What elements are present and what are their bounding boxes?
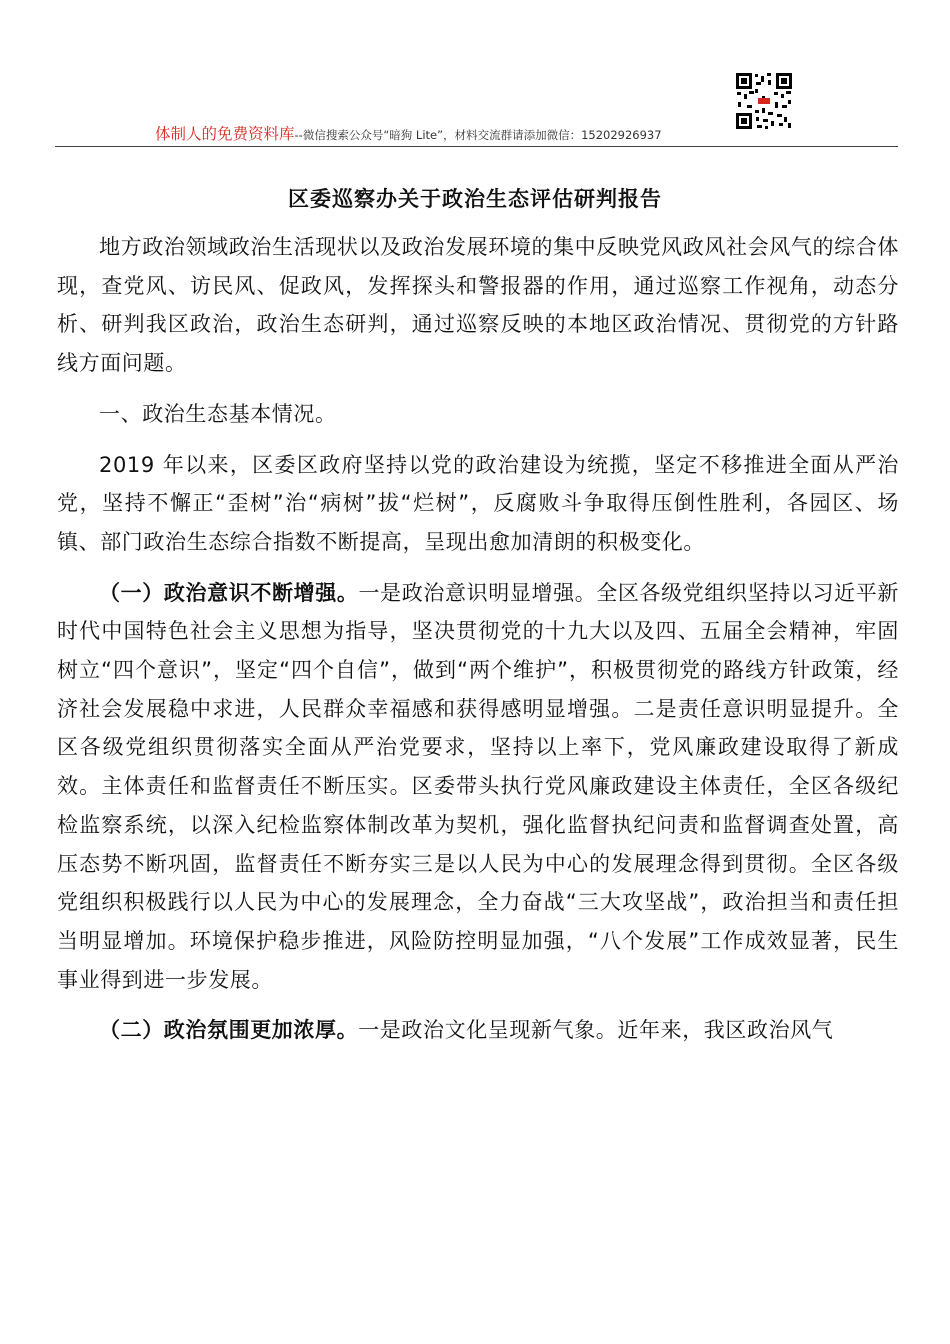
section-heading: 一、政治生态基本情况。 [99,401,337,426]
header-brand: 体制人的免费资料库 [155,125,295,143]
paragraph: 地方政治领域政治生活现状以及政治发展环境的集中反映党风政风社会风气的综合体现，查党风、访民风、促政风，发挥探头和警报器的作用，通过巡察工作视角，动态分析、研判我区政治，政治生态研判，通过巡察反映的本地区政治情况、贯彻党的方针路线方面问题。 [57,235,899,376]
document-title: 区委巡察办关于政治生态评估研判报告 [288,187,662,211]
header-banner [155,122,662,144]
paragraph: （二）政治氛围更加浓厚。一是政治文化呈现新气象。近年来，我区政治风气 [99,1018,834,1043]
subsection-heading: （一）政治意识不断增强。 [99,580,359,605]
subsection-heading: （二）政治氛围更加浓厚。 [99,1018,359,1043]
page-header [55,68,898,147]
header-slogan: --微信搜索公众号“暗狗 Lite”，材料交流群请添加微信：15202926937 [294,128,662,142]
paragraph: 2019 年以来，区委区政府坚持以党的政治建设为统揽，坚定不移推进全面从严治党，坚持不懈正“歪树”治“病树”拔“烂树”，反腐败斗争取得压倒性胜利，各园区、场镇、部门政治生态综合指数不断提高，呈现出愈加清朗的积极变化。 [57,452,899,554]
qr-code-icon [735,72,793,130]
document-body [57,228,899,1050]
paragraph: （一）政治意识不断增强。一是政治意识明显增强。全区各级党组织坚持以习近平新时代中国特色社会主义思想为指导，坚决贯彻党的十九大以及四、五届全会精神，牢固树立“四个意识”，坚定“四个自信”，做到“两个维护”，积极贯彻党的路线方针政策，经济社会发展稳中求进，人民群众幸福感和获得感明显增强。二是责任意识明显提升。全区各级党组织贯彻落实全面从严治党要求，坚持以上率下，党风廉政建设取得了新成效。主体责任和监督责任不断压实。区委带头执行党风廉政建设主体责任，全区各级纪检监察系统，以深入纪检监察体制改革为契机，强化监督执纪问责和监督调查处置，高压态势不断巩固，监督责任不断夯实三是以人民为中心的发展理念得到贯彻。全区各级党组织积极践行以人民为中心的发展理念，全力奋战“三大攻坚战”，政治担当和责任担当明显增加。环境保护稳步推进，风险防控明显加强，“八个发展”工作成效显著，民生事业得到进一步发展。 [57,580,899,992]
